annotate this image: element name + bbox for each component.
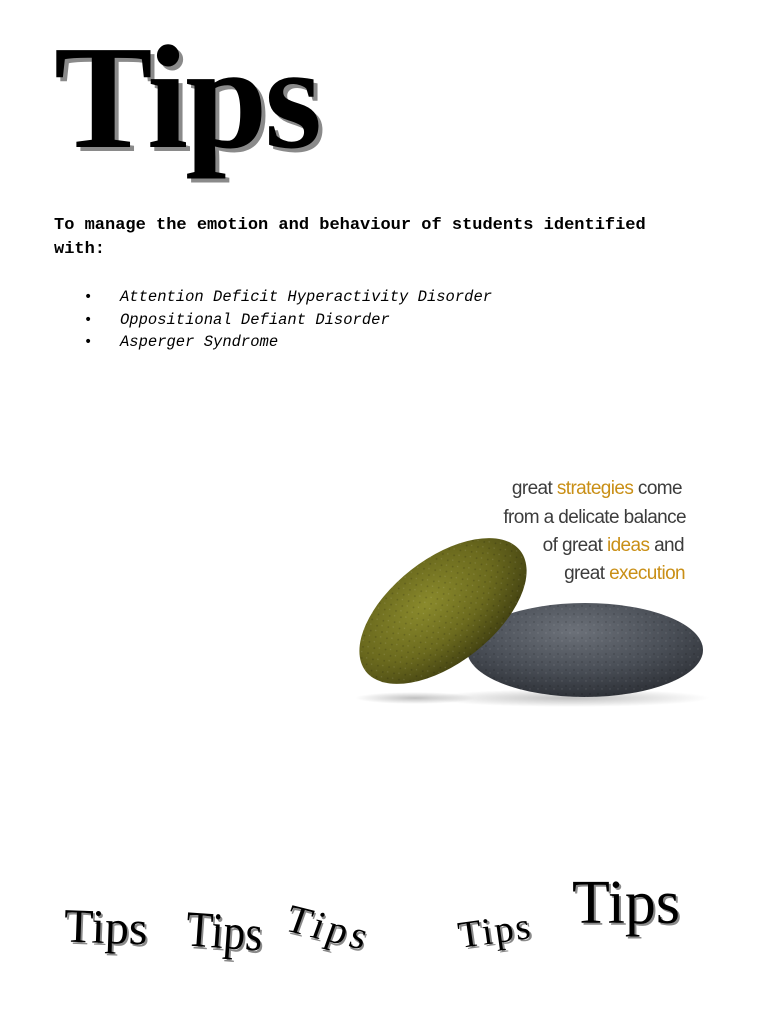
- disorder-label: Attention Deficit Hyperactivity Disorder: [120, 288, 493, 306]
- tips-word: Tips: [455, 905, 535, 957]
- tips-word: Tips: [63, 899, 149, 956]
- svg-text:great execution: great execution: [564, 563, 685, 584]
- tips-word: Tips: [572, 869, 681, 937]
- tips-word: Tips: [279, 895, 379, 960]
- disorder-list: [84, 286, 492, 354]
- decorative-tips-row: [0, 860, 768, 1020]
- page-title: Tips: [54, 16, 320, 180]
- balanced-stones-image: [340, 460, 720, 720]
- quote-text: [503, 478, 686, 584]
- tips-word: Tips: [184, 900, 265, 963]
- disorder-label: Asperger Syndrome: [120, 333, 279, 351]
- list-item: [84, 309, 492, 332]
- disorder-label: Oppositional Defiant Disorder: [120, 310, 390, 329]
- bullet-icon: •: [84, 334, 93, 350]
- svg-text:great strategies come: great strategies come: [511, 478, 682, 499]
- bullet-icon: •: [84, 289, 93, 305]
- bullet-icon: •: [84, 311, 93, 328]
- intro-text: To manage the emotion and behaviour of students identified with:: [54, 216, 646, 259]
- svg-text:of great ideas and: of great ideas and: [542, 535, 684, 556]
- list-item: [84, 286, 492, 309]
- list-item: [84, 331, 492, 354]
- svg-text:from a delicate balance: from a delicate balance: [503, 507, 686, 528]
